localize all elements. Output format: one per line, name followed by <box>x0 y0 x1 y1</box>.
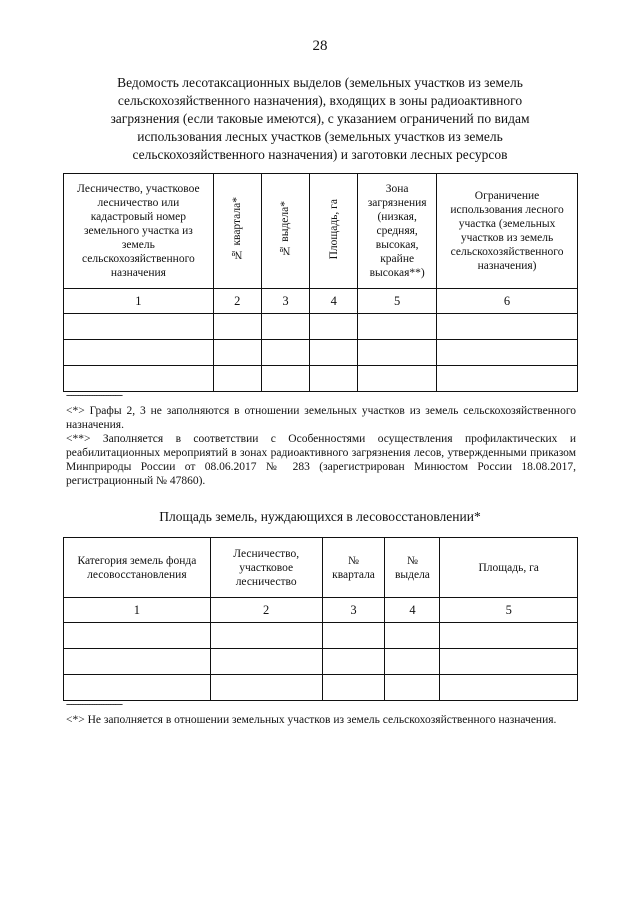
cell <box>213 366 261 392</box>
column-number: 4 <box>310 289 358 314</box>
column-number: 6 <box>437 289 578 314</box>
footnote-rule: ------------------------ <box>66 390 122 401</box>
cell <box>213 314 261 340</box>
page-number: 28 <box>312 38 328 54</box>
footnote: <*> Не заполняется в отношении земельных участков из земель сельскохозяйственного назначения. <box>66 714 557 726</box>
footnote: <**> Заполняется в соответствии с Особенностями осуществления профилактических и реабилитационных мероприятий в зонах радиоактивного загрязнения лесов, утвержденными приказом Минприроды России от 08.06.2017 № 283 (зарегистрирован Минюстом России 18.08.2017, регистрационный № 47860). <box>66 433 576 487</box>
table-row <box>64 340 578 366</box>
table-row <box>64 623 578 649</box>
footnotes <box>66 713 576 727</box>
cell <box>322 623 385 649</box>
title-line: Ведомость лесотаксационных выделов (земельных участков из земель <box>117 75 523 90</box>
header-cell: Категория земель фонда лесовосстановления <box>64 538 211 598</box>
column-number: 3 <box>322 598 385 623</box>
column-number-row <box>64 289 578 314</box>
header-cell: Лесничество, участковое лесничество или кадастровый номер земельного участка из земель сельскохозяйственного назначения <box>64 174 214 289</box>
cell <box>64 314 214 340</box>
table-row <box>64 675 578 701</box>
title-line: сельскохозяйственного назначения) и заготовки лесных ресурсов <box>132 147 508 162</box>
cell <box>210 623 322 649</box>
cell <box>64 649 211 675</box>
title-line: сельскохозяйственного назначения), входящих в зоны радиоактивного <box>117 93 523 108</box>
cell <box>213 340 261 366</box>
table-row <box>64 649 578 675</box>
cell <box>261 340 310 366</box>
footnote: <*> Графы 2, 3 не заполняются в отношении земельных участков из земель сельскохозяйственного назначения. <box>66 405 576 431</box>
header-text: № выдела* <box>279 201 292 257</box>
cell <box>261 314 310 340</box>
cell <box>437 340 578 366</box>
cell <box>437 366 578 392</box>
column-number: 2 <box>213 289 261 314</box>
header-cell <box>261 174 310 289</box>
header-text: № квартала* <box>231 197 244 261</box>
header-cell: Зона загрязнения (низкая, средняя, высокая, крайне высокая**) <box>358 174 437 289</box>
cell <box>64 340 214 366</box>
column-number: 4 <box>385 598 440 623</box>
cell <box>64 675 211 701</box>
column-number: 3 <box>261 289 310 314</box>
column-number-row <box>64 598 578 623</box>
header-cell <box>213 174 261 289</box>
header-text: Площадь, га <box>327 198 340 260</box>
table2-title: Площадь земель, нуждающихся в лесовосстановлении* <box>159 509 481 524</box>
cell <box>440 675 578 701</box>
title-line: загрязнения (если таковые имеются), с указанием ограничений по видам <box>110 111 530 126</box>
cell <box>385 623 440 649</box>
cell <box>322 649 385 675</box>
header-row <box>64 174 578 289</box>
cell <box>358 340 437 366</box>
header-cell: Лесничество, участковое лесничество <box>210 538 322 598</box>
cell <box>64 366 214 392</box>
footnote-rule: ------------------------ <box>66 699 122 710</box>
cell <box>210 675 322 701</box>
column-number: 5 <box>358 289 437 314</box>
column-number: 1 <box>64 289 214 314</box>
header-cell: Ограничение использования лесного участка (земельных участков из земель сельскохозяйственного назначения) <box>437 174 578 289</box>
title-line: использования лесных участков (земельных участков из земель <box>137 129 503 144</box>
header-cell: № выдела <box>385 538 440 598</box>
cell <box>64 623 211 649</box>
column-number: 1 <box>64 598 211 623</box>
cell <box>310 314 358 340</box>
reforestation-table <box>63 537 578 701</box>
cell <box>437 314 578 340</box>
header-cell: № квартала <box>322 538 385 598</box>
cell <box>358 366 437 392</box>
cell <box>310 366 358 392</box>
header-cell: Площадь, га <box>440 538 578 598</box>
cell <box>385 675 440 701</box>
column-number: 5 <box>440 598 578 623</box>
cell <box>440 623 578 649</box>
header-row <box>64 538 578 598</box>
cell <box>385 649 440 675</box>
table-row <box>64 314 578 340</box>
radioactive-zones-table <box>63 173 578 392</box>
cell <box>310 340 358 366</box>
cell <box>322 675 385 701</box>
cell <box>261 366 310 392</box>
cell <box>440 649 578 675</box>
cell <box>210 649 322 675</box>
table-row <box>64 366 578 392</box>
cell <box>358 314 437 340</box>
column-number: 2 <box>210 598 322 623</box>
table1-title <box>70 74 570 164</box>
footnotes <box>66 404 576 488</box>
header-cell <box>310 174 358 289</box>
